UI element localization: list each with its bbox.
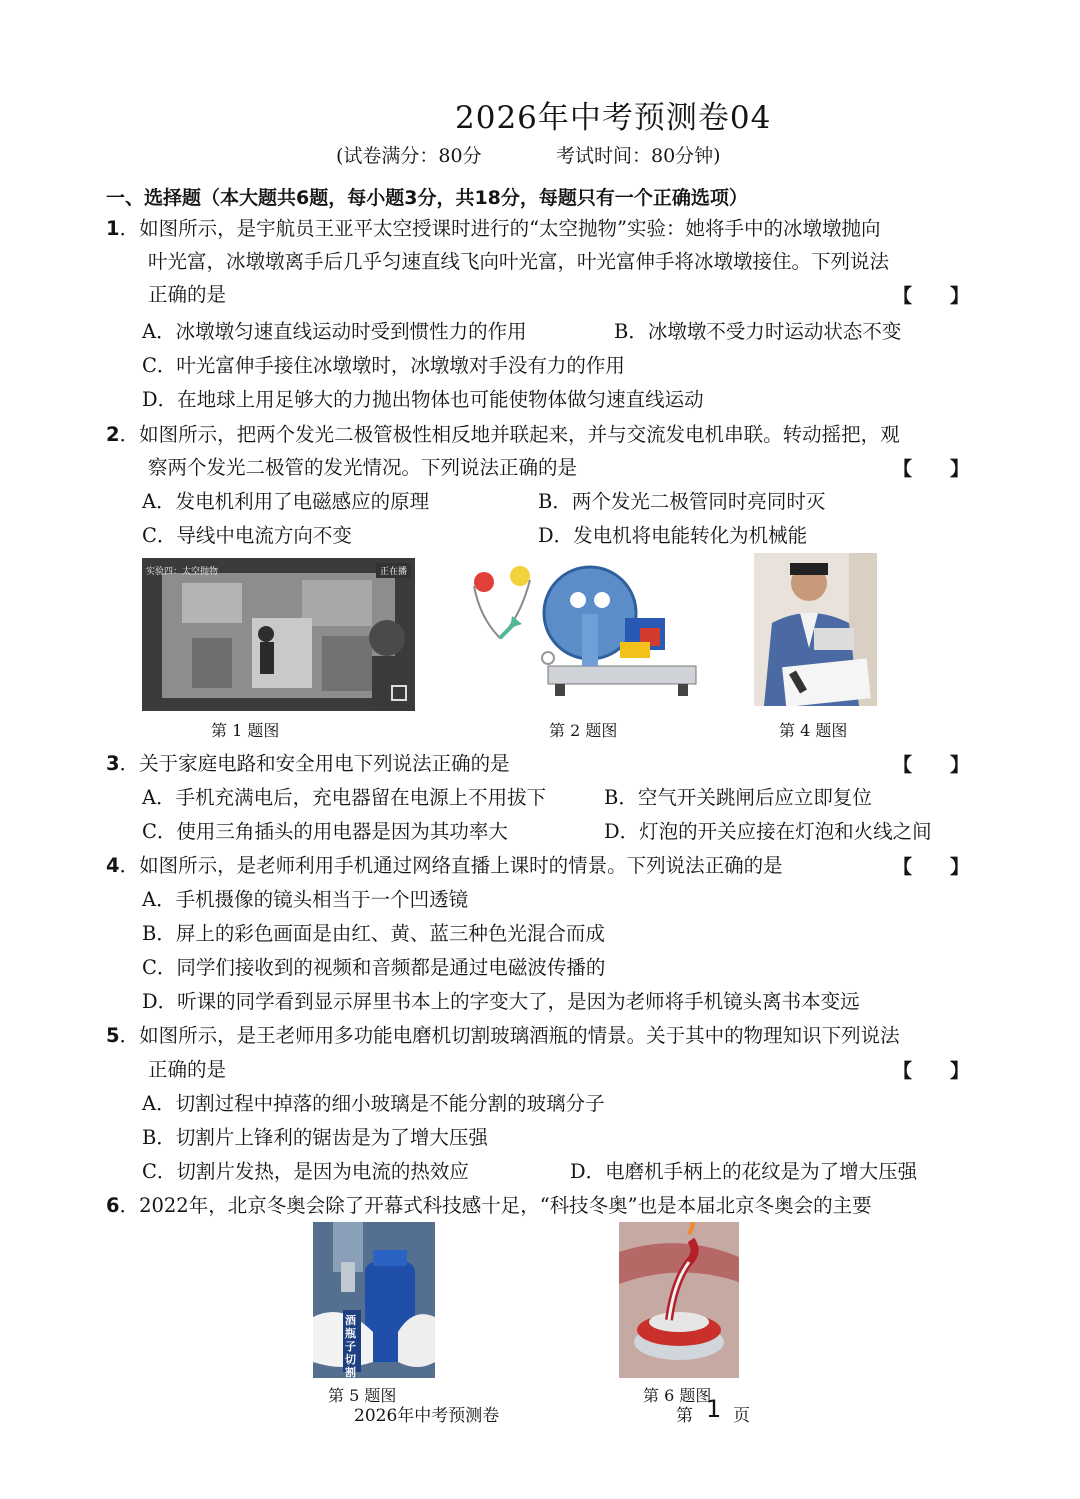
q4-option-d: D．听课的同学看到显示屏里书本上的字变大了，是因为老师将手机镜头离书本变远 bbox=[142, 990, 860, 1013]
time-info: 考试时间：80分钟) bbox=[556, 145, 721, 167]
section-heading: 一、选择题（本大题共6题，每小题3分，共18分，每题只有一个正确选项） bbox=[106, 187, 748, 209]
figure-2-caption: 第 2 题图 bbox=[549, 721, 618, 740]
question-text: ．如图所示，是宇航员王亚平太空授课时进行的“太空抛物”实验：她将手中的冰墩墩抛向 bbox=[119, 217, 881, 240]
q1-option-c: C．叶光富伸手接住冰墩墩时，冰墩墩对手没有力的作用 bbox=[142, 354, 625, 377]
footer-page-suffix: 页 bbox=[733, 1406, 750, 1426]
q1-option-d: D．在地球上用足够大的力抛出物体也可能使物体做匀速直线运动 bbox=[142, 388, 704, 411]
footer-page-prefix: 第 bbox=[676, 1406, 693, 1426]
question-5-line-1 bbox=[106, 1020, 900, 1048]
question-number: 2 bbox=[106, 423, 120, 446]
figure-2-generator-diagram bbox=[460, 558, 698, 703]
question-1-line-3: 正确的是 bbox=[148, 283, 227, 306]
figure-5-bottle-cutting-photo bbox=[313, 1222, 435, 1378]
q4-option-c: C．同学们接收到的视频和音频都是通过电磁波传播的 bbox=[142, 956, 606, 979]
figure-4-caption: 第 4 题图 bbox=[779, 721, 848, 740]
question-2-line-1 bbox=[106, 419, 900, 447]
question-5-line-2: 正确的是 bbox=[148, 1058, 227, 1081]
q3-option-d: D．灯泡的开关应接在灯泡和火线之间 bbox=[604, 820, 932, 843]
question-number: 1 bbox=[106, 217, 120, 240]
question-1-line-2: 叶光富，冰墩墩离手后几乎匀速直线飞向叶光富，叶光富伸手将冰墩墩接住。下列说法 bbox=[148, 250, 890, 273]
q4-option-a: A．手机摄像的镜头相当于一个凹透镜 bbox=[142, 888, 469, 911]
figure-1-space-station-photo bbox=[142, 558, 415, 711]
q2-option-b: B．两个发光二极管同时亮同时灭 bbox=[538, 490, 826, 513]
q2-option-d: D．发电机将电能转化为机械能 bbox=[538, 524, 808, 547]
question-number: 4 bbox=[106, 854, 120, 877]
bottle-cutting-label: 酒瓶子切割 bbox=[345, 1314, 356, 1378]
question-text: ．如图所示，是老师利用手机通过网络直播上课时的情景。下列说法正确的是 bbox=[119, 854, 783, 877]
answer-bracket-2: 【 】 bbox=[893, 458, 970, 480]
live-badge: 正在播 bbox=[376, 563, 411, 578]
question-text: ．如图所示，把两个发光二极管极性相反地并联起来，并与交流发电机串联。转动摇把，观 bbox=[119, 423, 900, 446]
q2-option-a: A．发电机利用了电磁感应的原理 bbox=[142, 490, 430, 513]
answer-bracket-3: 【 】 bbox=[893, 754, 970, 776]
answer-bracket-4: 【 】 bbox=[893, 856, 970, 878]
figure-6-caption: 第 6 题图 bbox=[643, 1386, 712, 1405]
figure-4-teacher-photo bbox=[754, 553, 877, 706]
q3-option-c: C．使用三角插头的用电器是因为其功率大 bbox=[142, 820, 508, 843]
q1-option-a: A．冰墩墩匀速直线运动时受到惯性力的作用 bbox=[142, 320, 527, 343]
question-1-line-1 bbox=[106, 213, 881, 241]
figure-6-curling-torch-photo bbox=[619, 1222, 739, 1378]
question-text: ．关于家庭电路和安全用电下列说法正确的是 bbox=[119, 752, 510, 775]
q1-option-b: B．冰墩墩不受力时运动状态不变 bbox=[614, 320, 902, 343]
q3-option-b: B．空气开关跳闸后应立即复位 bbox=[604, 786, 872, 809]
q2-option-c: C．导线中电流方向不变 bbox=[142, 524, 352, 547]
footer-page-number: 1 bbox=[706, 1395, 722, 1423]
figure-5-caption: 第 5 题图 bbox=[328, 1386, 397, 1405]
question-3-line-1 bbox=[106, 748, 510, 776]
q5-option-a: A．切割过程中掉落的细小玻璃是不能分割的玻璃分子 bbox=[142, 1092, 605, 1115]
q5-option-c: C．切割片发热，是因为电流的热效应 bbox=[142, 1160, 469, 1183]
q3-option-a: A．手机充满电后，充电器留在电源上不用拔下 bbox=[142, 786, 547, 809]
question-text: ．2022年，北京冬奥会除了开幕式科技感十足，“科技冬奥”也是本届北京冬奥会的主要 bbox=[119, 1194, 872, 1217]
q5-option-b: B．切割片上锋利的锯齿是为了增大压强 bbox=[142, 1126, 488, 1149]
answer-bracket-1: 【 】 bbox=[893, 285, 970, 307]
question-number: 6 bbox=[106, 1194, 120, 1217]
question-text: ．如图所示，是王老师用多功能电磨机切割玻璃酒瓶的情景。关于其中的物理知识下列说法 bbox=[119, 1024, 900, 1047]
figure-1-caption: 第 1 题图 bbox=[211, 721, 280, 740]
question-number: 5 bbox=[106, 1024, 120, 1047]
video-overlay-title: 实验四：太空抛物 bbox=[146, 567, 219, 577]
footer-exam-name: 2026年中考预测卷 bbox=[354, 1406, 500, 1426]
question-6-line-1 bbox=[106, 1190, 872, 1218]
answer-bracket-5: 【 】 bbox=[893, 1060, 970, 1082]
question-4-line-1 bbox=[106, 850, 783, 878]
score-info: (试卷满分：80分 bbox=[336, 145, 482, 167]
page-title: 2026年中考预测卷04 bbox=[455, 100, 772, 136]
question-2-line-2: 察两个发光二极管的发光情况。下列说法正确的是 bbox=[148, 456, 578, 479]
q5-option-d: D．电磨机手柄上的花纹是为了增大压强 bbox=[570, 1160, 918, 1183]
question-number: 3 bbox=[106, 752, 120, 775]
q4-option-b: B．屏上的彩色画面是由红、黄、蓝三种色光混合而成 bbox=[142, 922, 605, 945]
